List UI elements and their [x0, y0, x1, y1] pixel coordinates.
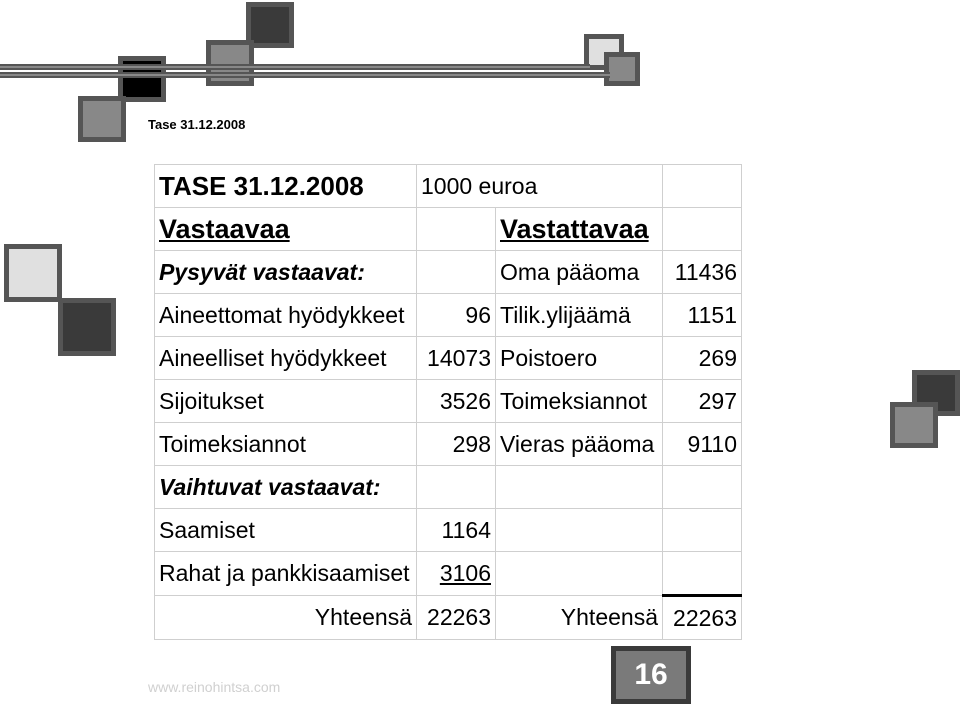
- table-row: [155, 423, 742, 466]
- total-label-right: Yhteensä: [496, 596, 663, 640]
- unit-label: 1000 euroa: [417, 165, 663, 208]
- asset-label: Vaihtuvat vastaavat:: [155, 466, 417, 509]
- table-title: TASE 31.12.2008: [155, 165, 417, 208]
- asset-value: 14073: [417, 337, 496, 380]
- decor-square: [58, 298, 116, 356]
- table-row: [155, 380, 742, 423]
- liability-value: [663, 552, 742, 596]
- liability-label: Poistoero: [496, 337, 663, 380]
- asset-label: Pysyvät vastaavat:: [155, 251, 417, 294]
- table-row: [155, 552, 742, 596]
- total-value-right: 22263: [663, 596, 742, 640]
- decor-line: [0, 64, 590, 70]
- table-row: [155, 337, 742, 380]
- table-row: [155, 294, 742, 337]
- footer-url: www.reinohintsa.com: [148, 679, 281, 695]
- decor-square: [604, 52, 640, 86]
- balance-sheet-table: [154, 164, 742, 640]
- table-row: [155, 509, 742, 552]
- liability-value: [663, 509, 742, 552]
- liability-value: 9110: [663, 423, 742, 466]
- liability-label: [496, 466, 663, 509]
- liability-label: Tilik.ylijäämä: [496, 294, 663, 337]
- total-label-left: Yhteensä: [155, 596, 417, 640]
- liability-value: 269: [663, 337, 742, 380]
- slide-small-title: Tase 31.12.2008: [148, 117, 246, 132]
- liability-value: [663, 466, 742, 509]
- liability-label: [496, 509, 663, 552]
- totals-row: [155, 596, 742, 640]
- decor-line: [0, 72, 610, 78]
- asset-value: 1164: [417, 509, 496, 552]
- total-value-left: 22263: [417, 596, 496, 640]
- decor-square: [4, 244, 62, 302]
- asset-value: 96: [417, 294, 496, 337]
- asset-label: Aineettomat hyödykkeet: [155, 294, 417, 337]
- table-row: [155, 251, 742, 294]
- liability-label: Toimeksiannot: [496, 380, 663, 423]
- liability-value: 11436: [663, 251, 742, 294]
- liability-label: Vieras pääoma: [496, 423, 663, 466]
- asset-value: [417, 466, 496, 509]
- table-row: [155, 466, 742, 509]
- liability-label: Oma pääoma: [496, 251, 663, 294]
- asset-label: Aineelliset hyödykkeet: [155, 337, 417, 380]
- asset-label: Saamiset: [155, 509, 417, 552]
- asset-value: 3106: [439, 560, 491, 586]
- page-number: 16: [611, 646, 691, 704]
- asset-value: [417, 251, 496, 294]
- asset-label: Toimeksiannot: [155, 423, 417, 466]
- asset-value: 298: [417, 423, 496, 466]
- asset-label: Sijoitukset: [155, 380, 417, 423]
- liability-value: 1151: [663, 294, 742, 337]
- asset-value: 3526: [417, 380, 496, 423]
- liability-label: [496, 552, 663, 596]
- liabilities-header: Vastattavaa: [496, 208, 663, 251]
- decor-square: [890, 402, 938, 448]
- liability-value: 297: [663, 380, 742, 423]
- assets-header: Vastaavaa: [155, 208, 417, 251]
- decor-square: [206, 40, 254, 86]
- decor-square: [78, 96, 126, 142]
- asset-label: Rahat ja pankkisaamiset: [155, 552, 417, 596]
